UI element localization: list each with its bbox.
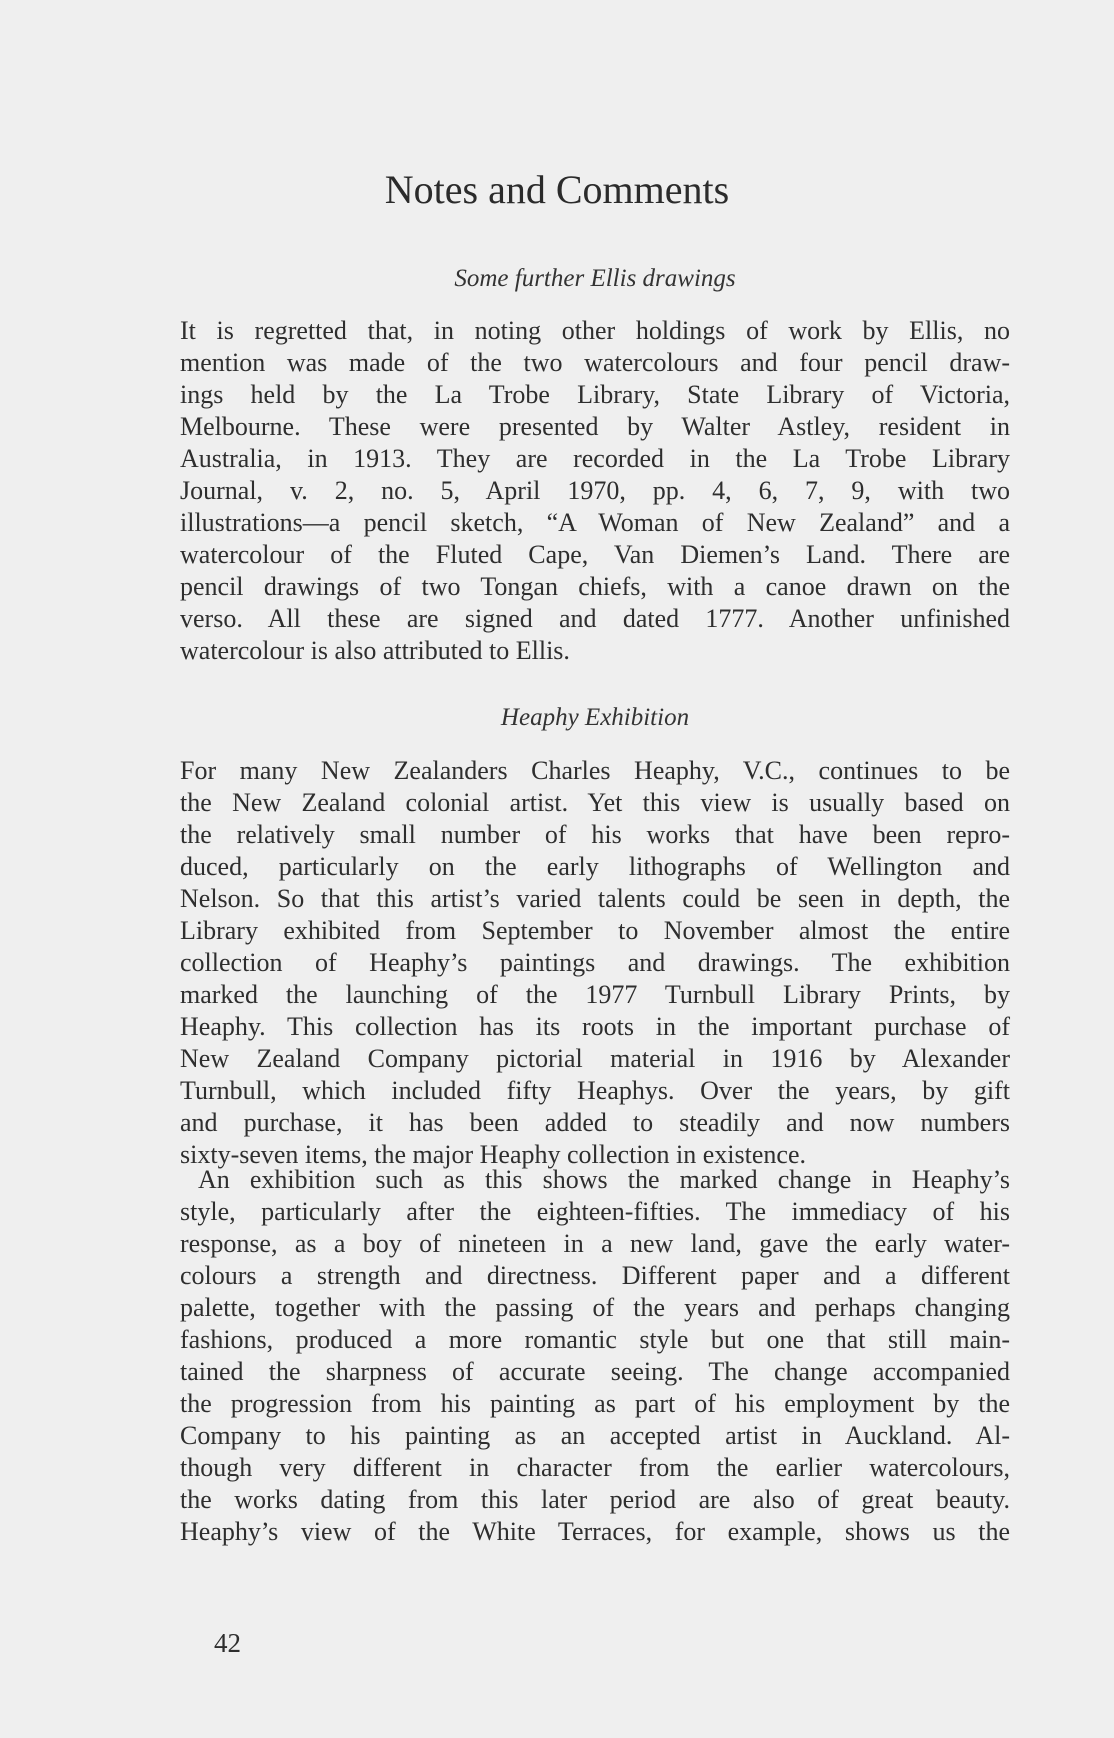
text-line: pencil drawings of two Tongan chiefs, with a canoe drawn on the: [180, 572, 1010, 601]
text-line: fashions, produced a more romantic style but one that still main-: [180, 1325, 1010, 1354]
text-line: Nelson. So that this artist’s varied talents could be seen in depth, the: [180, 884, 1010, 913]
text-line: Journal, v. 2, no. 5, April 1970, pp. 4, 6, 7, 9, with two: [180, 476, 1010, 505]
text-line: Library exhibited from September to November almost the entire: [180, 916, 1010, 945]
text-line: watercolour of the Fluted Cape, Van Diemen’s Land. There are: [180, 540, 1010, 569]
text-line: Heaphy. This collection has its roots in the important purchase of: [180, 1012, 1010, 1041]
text-line: marked the launching of the 1977 Turnbull Library Prints, by: [180, 980, 1010, 1009]
text-line: Melbourne. These were presented by Walter Astley, resident in: [180, 412, 1010, 441]
text-line: It is regretted that, in noting other holdings of work by Ellis, no: [180, 316, 1010, 345]
text-line: ings held by the La Trobe Library, State Library of Victoria,: [180, 380, 1010, 409]
text-line: sixty-seven items, the major Heaphy collection in existence.: [180, 1140, 806, 1169]
text-line: the New Zealand colonial artist. Yet this view is usually based on: [180, 788, 1010, 817]
text-line: style, particularly after the eighteen-fifties. The immediacy of his: [180, 1197, 1010, 1226]
text-line: tained the sharpness of accurate seeing. The change accompanied: [180, 1357, 1010, 1386]
text-line: palette, together with the passing of the years and perhaps changing: [180, 1293, 1010, 1322]
text-line: colours a strength and directness. Different paper and a different: [180, 1261, 1010, 1290]
text-line: the works dating from this later period are also of great beauty.: [180, 1485, 1010, 1514]
text-line: Company to his painting as an accepted artist in Auckland. Al-: [180, 1421, 1010, 1450]
text-line: An exhibition such as this shows the marked change in Heaphy’s: [198, 1165, 1010, 1194]
text-line: the progression from his painting as part of his employment by the: [180, 1389, 1010, 1418]
text-line: the relatively small number of his works that have been repro-: [180, 820, 1010, 849]
text-line: verso. All these are signed and dated 1777. Another unfinished: [180, 604, 1010, 633]
page-number: 42: [214, 1628, 241, 1658]
section-heading-ellis: Some further Ellis drawings: [454, 265, 736, 292]
text-line: Australia, in 1913. They are recorded in the La Trobe Library: [180, 444, 1010, 473]
text-line: response, as a boy of nineteen in a new land, gave the early water-: [180, 1229, 1010, 1258]
text-line: For many New Zealanders Charles Heaphy, V.C., continues to be: [180, 756, 1010, 785]
text-line: collection of Heaphy’s paintings and drawings. The exhibition: [180, 948, 1010, 977]
text-line: Heaphy’s view of the White Terraces, for example, shows us the: [180, 1517, 1010, 1546]
text-line: Turnbull, which included fifty Heaphys. Over the years, by gift: [180, 1076, 1010, 1105]
paragraph-heaphy-2: [180, 1164, 1010, 1548]
text-line: illustrations—a pencil sketch, “A Woman of New Zealand” and a: [180, 508, 1010, 537]
text-line: mention was made of the two watercolours and four pencil draw-: [180, 348, 1010, 377]
text-line: though very different in character from the earlier watercolours,: [180, 1453, 1010, 1482]
text-line: watercolour is also attributed to Ellis.: [180, 636, 570, 665]
text-line: and purchase, it has been added to steadily and now numbers: [180, 1108, 1010, 1137]
paragraph-ellis: [180, 315, 1010, 667]
text-line: New Zealand Company pictorial material in 1916 by Alexander: [180, 1044, 1010, 1073]
page-title: Notes and Comments: [384, 167, 730, 212]
section-heading-heaphy: Heaphy Exhibition: [500, 704, 690, 731]
paragraph-heaphy-1: [180, 755, 1010, 1171]
text-line: duced, particularly on the early lithographs of Wellington and: [180, 852, 1010, 881]
